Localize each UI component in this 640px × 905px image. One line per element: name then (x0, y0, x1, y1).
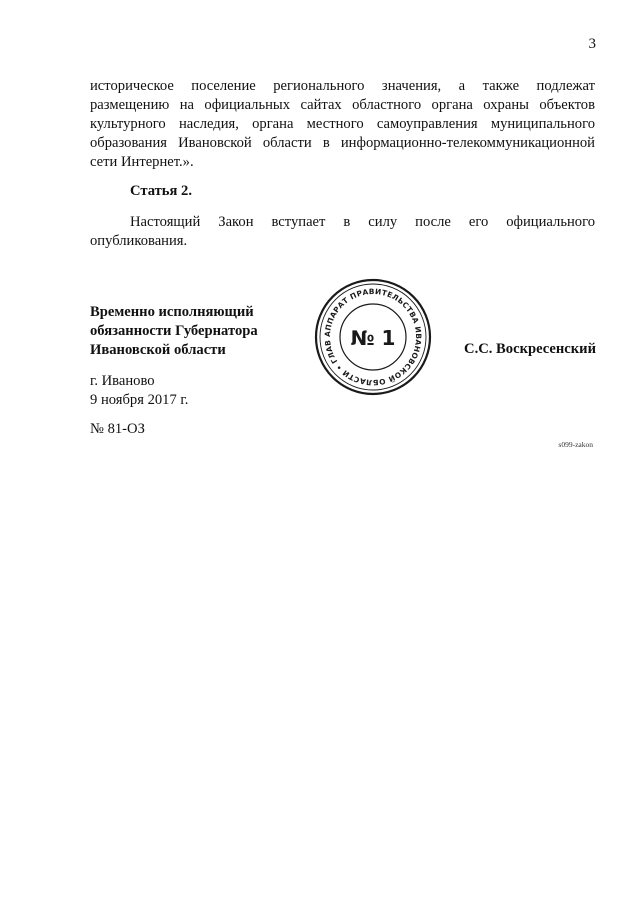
text-line: опубликования. (90, 233, 188, 249)
page-number: 3 (588, 36, 596, 52)
file-reference: s099-zakon (558, 440, 593, 449)
text-line: историческое поселение регионального значения, а также подлежат (90, 78, 595, 94)
signer-position-line: Временно исполняющий (90, 304, 254, 320)
signer-position (90, 303, 258, 360)
seal-ring-text: АППАРАТ ПРАВИТЕЛЬСТВА ИВАНОВСКОЙ ОБЛАСТИ • ГЛАВ (322, 286, 424, 388)
signer-name: С.С. Воскресенский (464, 341, 596, 357)
place-date (90, 372, 188, 410)
text-line: сети Интернет.». (90, 154, 194, 170)
article-title: Статья 2. (130, 183, 192, 199)
text-line: Настоящий Закон вступает в силу после его официального (130, 214, 595, 230)
text-line: культурного наследия, органа местного самоуправления муниципального (90, 116, 595, 132)
law-number: № 81-ОЗ (90, 421, 145, 437)
seal-center-text: № 1 (350, 326, 396, 350)
law-text-paragraph (90, 77, 595, 172)
text-line: образования Ивановской области в информационно-телекоммуникационной (90, 135, 595, 151)
signer-position-line: Ивановской области (90, 342, 226, 358)
text-line: размещению на официальных сайтах областного органа охраны объектов (90, 97, 595, 113)
date: 9 ноября 2017 г. (90, 392, 189, 408)
official-seal (313, 277, 433, 397)
place: г. Иваново (90, 373, 155, 389)
article-text (90, 213, 595, 251)
signer-position-line: обязанности Губернатора (90, 323, 258, 339)
